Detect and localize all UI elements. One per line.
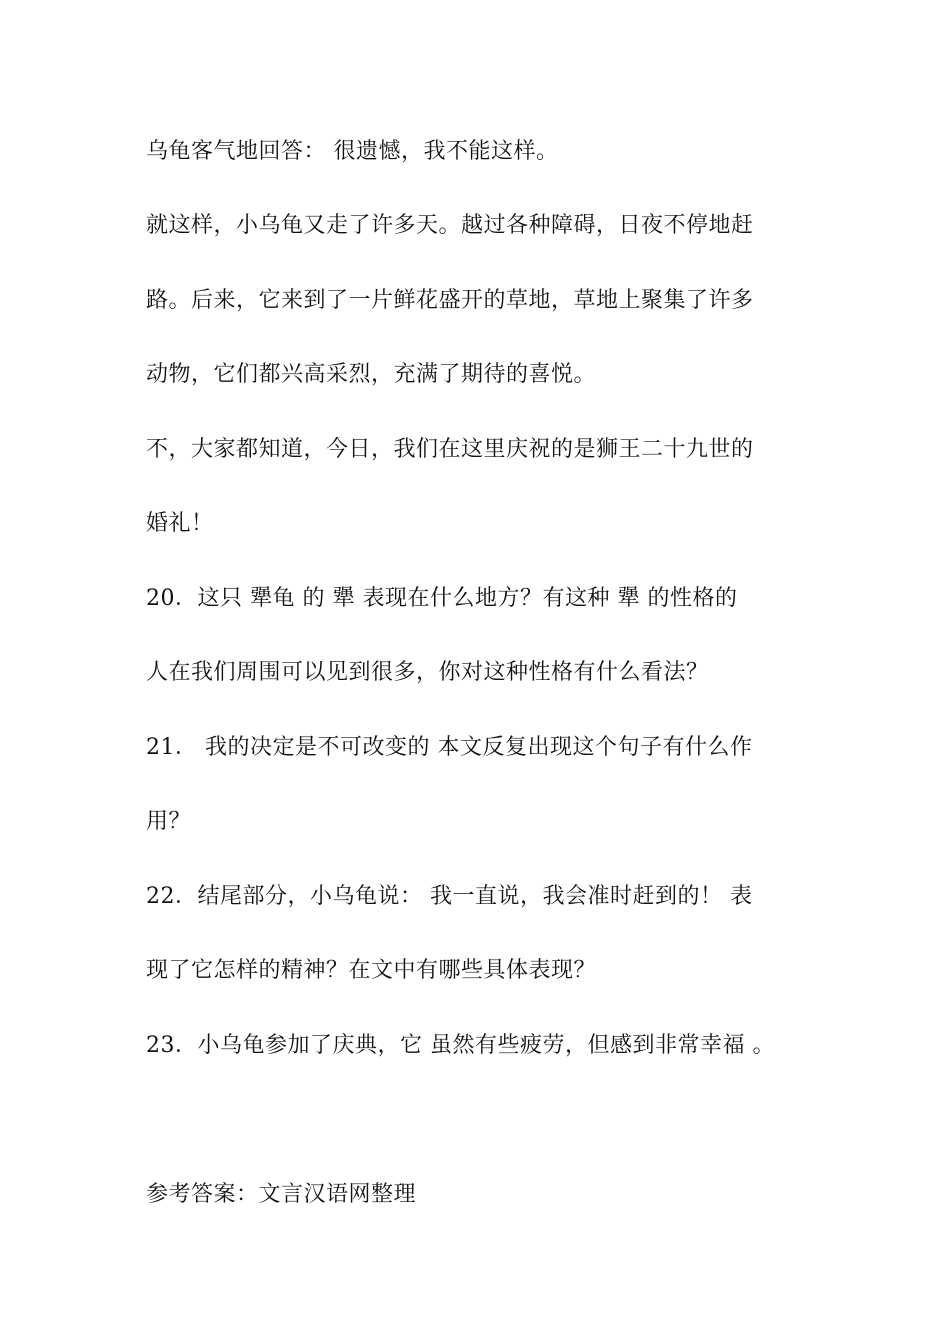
question-22-line-1: 22．结尾部分，小乌龟说： 我一直说，我会准时赶到的！ 表 [146,884,753,909]
question-21-line-2: 用？ [146,809,192,834]
question-21-line-1: 21． 我的决定是不可改变的 本文反复出现这个句子有什么作 [146,735,753,760]
answer-key-heading: 参考答案：文言汉语网整理 [146,1182,417,1207]
text-line-wedding-2: 婚礼！ [146,511,214,536]
question-20-line-1: 20．这只 犟龟 的 犟 表现在什么地方？有这种 犟 的性格的 [146,586,738,611]
question-23-line: 23．小乌龟参加了庆典，它 虽然有些疲劳，但感到非常幸福 。 [146,1033,775,1058]
text-line-reply: 乌龟客气地回答： 很遗憾，我不能这样。 [146,139,559,164]
text-line-journey-2: 路。后来，它来到了一片鲜花盛开的草地，草地上聚集了许多 [146,288,754,313]
text-line-wedding-1: 不，大家都知道，今日，我们在这里庆祝的是狮王二十九世的 [146,437,754,462]
question-20-line-2: 人在我们周围可以见到很多，你对这种性格有什么看法？ [146,660,709,685]
text-line-journey-3: 动物，它们都兴高采烈，充满了期待的喜悦。 [146,362,597,387]
question-22-line-2: 现了它怎样的精神？在文中有哪些具体表现？ [146,958,597,983]
text-line-journey-1: 就这样，小乌龟又走了许多天。越过各种障碍，日夜不停地赶 [146,213,754,238]
